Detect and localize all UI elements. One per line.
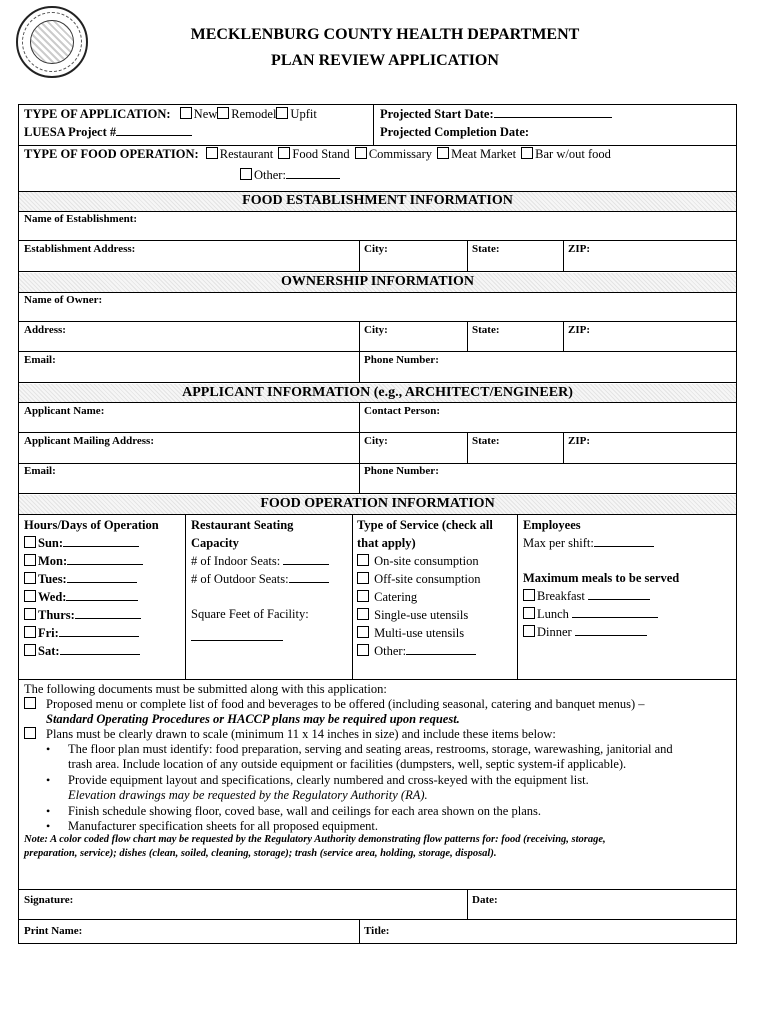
operation-section-title: FOOD OPERATION INFORMATION — [260, 496, 495, 511]
max-shift-field[interactable] — [594, 546, 654, 547]
seating-header-2: Capacity — [191, 536, 239, 550]
applicant-section-title: APPLICANT INFORMATION (e.g., ARCHITECT/ENGINEER) — [182, 385, 573, 400]
establishment-state-label: State: — [472, 243, 500, 255]
owner-address-label: Address: — [24, 324, 66, 336]
owner-name-label: Name of Owner: — [24, 294, 103, 306]
type-remodel-checkbox[interactable] — [217, 107, 229, 119]
flow-chart-note-cont: preparation, service); dishes (clean, soiled, cleaning, storage); trash (service area, holding, storage, disposal). — [24, 848, 497, 859]
application-type-row: TYPE OF APPLICATION: New Remodel Upfit — [24, 107, 317, 121]
breakfast-field[interactable] — [588, 599, 650, 600]
flow-chart-note: Note: A color coded flow chart may be requested by the Regulatory Authority demonstrating flow patterns for: food (receiving, storage, — [24, 834, 606, 845]
applicant-name-label: Applicant Name: — [24, 405, 105, 417]
establishment-zip-label: ZIP: — [568, 243, 590, 255]
hours-header: Hours/Days of Operation — [24, 518, 159, 532]
bullet-dot: • — [46, 819, 51, 833]
bullet-manufacturer: Manufacturer specification sheets for all proposed equipment. — [68, 819, 378, 833]
bullet-dot: • — [46, 742, 51, 756]
op-other-field[interactable] — [286, 178, 340, 179]
establishment-name-label: Name of Establishment: — [24, 213, 138, 225]
outdoor-seats-field[interactable] — [289, 582, 329, 583]
service-header: Type of Service (check all — [357, 518, 493, 532]
bullet-equipment-note: Elevation drawings may be requested by the Regulatory Authority (RA). — [68, 788, 428, 802]
max-shift: Max per shift: — [523, 536, 654, 551]
indoor-seats-field[interactable] — [283, 564, 329, 565]
applicant-state-label: State: — [472, 435, 500, 447]
service-catering: Catering — [357, 590, 417, 605]
document-item-plans: Plans must be clearly drawn to scale (minimum 11 x 14 inches in size) and include these items below: — [24, 727, 556, 742]
establishment-section-title: FOOD ESTABLISHMENT INFORMATION — [242, 193, 513, 208]
day-sat: Sat: — [24, 644, 140, 659]
print-name-label: Print Name: — [24, 925, 83, 937]
tues-field[interactable] — [67, 582, 137, 583]
seating-header: Restaurant Seating — [191, 518, 294, 532]
lunch-field[interactable] — [572, 617, 658, 618]
op-other-checkbox[interactable] — [240, 168, 252, 180]
bullet-equipment: Provide equipment layout and specifications, clearly numbered and cross-keyed with the equipment list. — [68, 773, 589, 787]
sun-field[interactable] — [63, 546, 139, 547]
service-offsite: Off-site consumption — [357, 572, 480, 587]
mon-checkbox[interactable] — [24, 554, 36, 566]
dinner-checkbox[interactable] — [523, 625, 535, 637]
plans-checkbox[interactable] — [24, 727, 36, 739]
sun-checkbox[interactable] — [24, 536, 36, 548]
document-item-menu-note: Standard Operating Procedures or HACCP plans may be required upon request. — [46, 712, 460, 726]
catering-checkbox[interactable] — [357, 590, 369, 602]
sqft-label: Square Feet of Facility: — [191, 607, 309, 621]
title-label: Title: — [364, 925, 390, 937]
department-title: MECKLENBURG COUNTY HEALTH DEPARTMENT — [190, 26, 580, 43]
op-meat-market-checkbox[interactable] — [437, 147, 449, 159]
day-wed: Wed: — [24, 590, 138, 605]
outdoor-seats: # of Outdoor Seats: — [191, 572, 329, 587]
service-multi-use: Multi-use utensils — [357, 626, 464, 641]
owner-city-label: City: — [364, 324, 388, 336]
day-mon: Mon: — [24, 554, 143, 569]
applicant-zip-label: ZIP: — [568, 435, 590, 447]
bullet-finish: Finish schedule showing floor, coved base, wall and ceilings for each area shown on the plans. — [68, 804, 541, 818]
documents-intro: The following documents must be submitted along with this application: — [24, 682, 387, 696]
sat-field[interactable] — [60, 654, 140, 655]
ownership-section-title: OWNERSHIP INFORMATION — [280, 274, 475, 289]
start-date-field[interactable] — [494, 117, 612, 118]
service-onsite: On-site consumption — [357, 554, 479, 569]
contact-person-label: Contact Person: — [364, 405, 441, 417]
op-commissary-checkbox[interactable] — [355, 147, 367, 159]
date-label: Date: — [472, 894, 498, 906]
owner-phone-label: Phone Number: — [364, 354, 439, 366]
owner-state-label: State: — [472, 324, 500, 336]
owner-zip-label: ZIP: — [568, 324, 590, 336]
sqft-field[interactable] — [191, 640, 283, 641]
type-upfit-checkbox[interactable] — [276, 107, 288, 119]
sat-checkbox[interactable] — [24, 644, 36, 656]
fri-checkbox[interactable] — [24, 626, 36, 638]
owner-email-label: Email: — [24, 354, 56, 366]
single-use-checkbox[interactable] — [357, 608, 369, 620]
fri-field[interactable] — [59, 636, 139, 637]
day-fri: Fri: — [24, 626, 139, 641]
day-thurs: Thurs: — [24, 608, 141, 623]
onsite-checkbox[interactable] — [357, 554, 369, 566]
luesa-row: LUESA Project # — [24, 125, 192, 140]
lunch-checkbox[interactable] — [523, 607, 535, 619]
applicant-email-label: Email: — [24, 465, 56, 477]
signature-label: Signature: — [24, 894, 74, 906]
tues-checkbox[interactable] — [24, 572, 36, 584]
establishment-city-label: City: — [364, 243, 388, 255]
breakfast-checkbox[interactable] — [523, 589, 535, 601]
thurs-checkbox[interactable] — [24, 608, 36, 620]
form-title: PLAN REVIEW APPLICATION — [271, 52, 499, 69]
applicant-phone-label: Phone Number: — [364, 465, 439, 477]
dinner-field[interactable] — [575, 635, 647, 636]
service-other: Other: — [357, 644, 476, 659]
wed-checkbox[interactable] — [24, 590, 36, 602]
food-operation-other: Other: — [240, 168, 340, 183]
applicant-city-label: City: — [364, 435, 388, 447]
multi-use-checkbox[interactable] — [357, 626, 369, 638]
bullet-floor-plan-cont: trash area. Include location of any outside equipment or facilities (dumpsters, well, septic system-if applicable). — [68, 757, 627, 771]
op-bar-checkbox[interactable] — [521, 147, 533, 159]
menu-checkbox[interactable] — [24, 697, 36, 709]
service-other-checkbox[interactable] — [357, 644, 369, 656]
op-food-stand-checkbox[interactable] — [278, 147, 290, 159]
food-operation-row: TYPE OF FOOD OPERATION: Restaurant Food Stand Commissary Meat Market Bar w/out food — [24, 147, 611, 161]
service-header-2: that apply) — [357, 536, 416, 550]
employees-header: Employees — [523, 518, 581, 532]
type-new-checkbox[interactable] — [180, 107, 192, 119]
document-item-menu: Proposed menu or complete list of food and beverages to be offered (including seasonal, catering and banquet menus) – — [24, 697, 645, 712]
service-other-field[interactable] — [406, 654, 476, 655]
meals-header: Maximum meals to be served — [523, 571, 680, 585]
meal-lunch: Lunch — [523, 607, 658, 622]
day-sun: Sun: — [24, 536, 139, 551]
indoor-seats: # of Indoor Seats: — [191, 554, 329, 569]
wed-field[interactable] — [66, 600, 138, 601]
meal-breakfast: Breakfast — [523, 589, 650, 604]
applicant-mailing-label: Applicant Mailing Address: — [24, 435, 154, 447]
completion-date-row: Projected Completion Date: — [380, 125, 530, 139]
bullet-floor-plan: The floor plan must identify: food preparation, serving and seating areas, restrooms, storage, warewashing, janitorial and — [68, 742, 673, 756]
bullet-dot: • — [46, 804, 51, 818]
start-date-row: Projected Start Date: — [380, 107, 612, 122]
luesa-field[interactable] — [116, 135, 192, 136]
op-restaurant-checkbox[interactable] — [206, 147, 218, 159]
day-tues: Tues: — [24, 572, 137, 587]
establishment-address-label: Establishment Address: — [24, 243, 136, 255]
service-single-use: Single-use utensils — [357, 608, 468, 623]
mon-field[interactable] — [67, 564, 143, 565]
bullet-dot: • — [46, 773, 51, 787]
meal-dinner: Dinner — [523, 625, 647, 640]
offsite-checkbox[interactable] — [357, 572, 369, 584]
thurs-field[interactable] — [75, 618, 141, 619]
